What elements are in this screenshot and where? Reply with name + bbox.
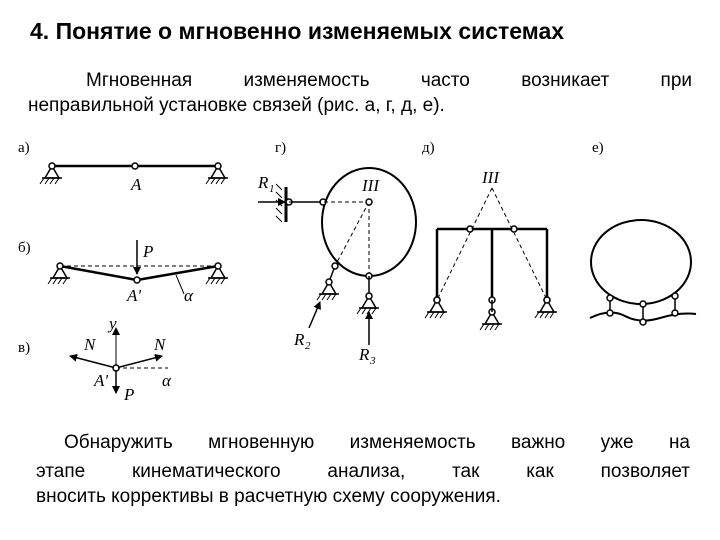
panel-label-d: д) xyxy=(422,140,435,156)
panel-label-g: г) xyxy=(275,140,287,156)
label-N-left: N xyxy=(84,335,96,354)
conclusion-line-1 xyxy=(36,428,690,457)
panel-label-c: в) xyxy=(18,340,31,356)
panel-label-a: а) xyxy=(18,140,30,156)
label-A: A xyxy=(131,175,142,194)
label-III-g: III xyxy=(362,176,379,195)
label-A-prime-b: A' xyxy=(127,286,142,305)
label-III-d: III xyxy=(482,168,499,187)
label-R3: R xyxy=(359,345,370,364)
label-alpha-c: α xyxy=(162,371,171,390)
conclusion-line-1-text: Обнаружить мгновенную изменяемость важно уже на xyxy=(64,432,690,453)
panel-g-ring xyxy=(258,168,416,345)
panel-label-e: е) xyxy=(592,140,604,156)
intro-line-1-text: Мгновенная изменяемость часто возникает при xyxy=(86,70,692,91)
label-y: y xyxy=(109,314,117,333)
label-P-b: P xyxy=(143,242,154,261)
conclusion-line-2: этапе кинематического анализа, так как позволяет xyxy=(36,461,690,482)
panel-d-frame xyxy=(425,188,557,330)
label-R1: R xyxy=(258,173,269,192)
label-P-c: P xyxy=(124,385,135,404)
label-N-right: N xyxy=(154,335,166,354)
label-R3-sub: 3 xyxy=(370,355,376,367)
label-R1-sub: 1 xyxy=(269,183,275,195)
conclusion-line-3: вносить коррективы в расчетную схему сооружения. xyxy=(36,486,501,507)
intro-line-2: неправильной установке связей (рис. а, г, д, е). xyxy=(28,95,445,116)
label-R2-sub: 2 xyxy=(305,340,311,352)
label-R2: R xyxy=(294,330,305,349)
slide-title: 4. Понятие о мгновенно изменяемых системах xyxy=(30,18,565,44)
panel-e-ring xyxy=(590,220,696,325)
label-alpha-b: α xyxy=(184,286,193,305)
label-A-prime-c: A' xyxy=(94,371,109,390)
panel-label-b: б) xyxy=(18,240,31,256)
